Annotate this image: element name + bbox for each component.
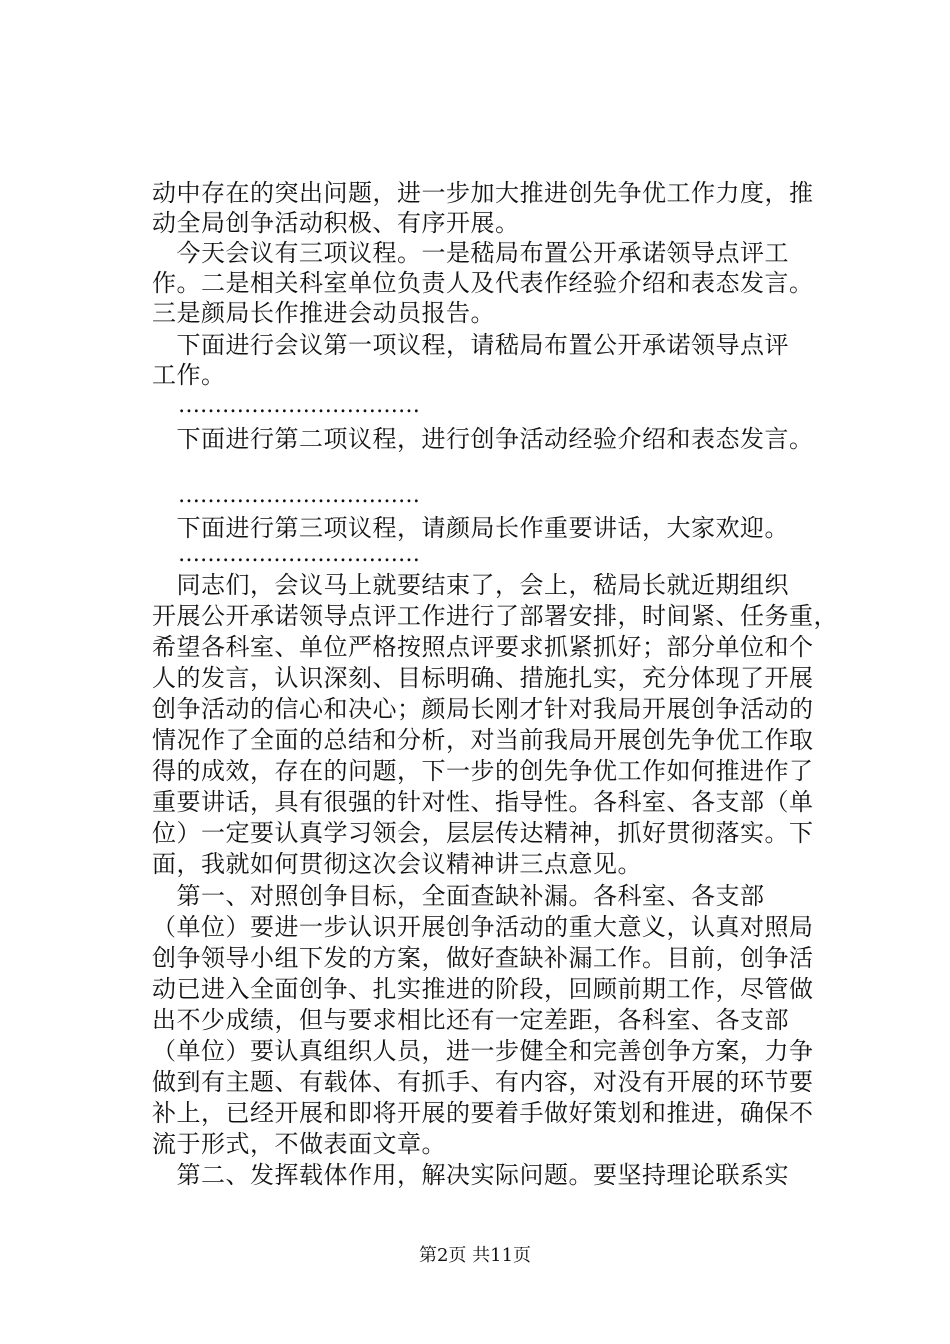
text-line: 第一、对照创争目标，全面查缺补漏。各科室、各支部	[152, 882, 765, 910]
text-line: （单位）要认真组织人员，进一步健全和完善创争方案，力争	[152, 1037, 814, 1065]
page-number: 第2页 共11页	[418, 1245, 532, 1266]
ellipsis-separator: ……………………………	[178, 393, 420, 418]
text-line: 创争领导小组下发的方案，做好查缺补漏工作。目前，创争活	[152, 944, 814, 972]
text-line: （单位）要进一步认识开展创争活动的重大意义，认真对照局	[152, 913, 814, 941]
text-line: 下面进行第二项议程，进行创争活动经验介绍和表态发言。	[152, 425, 814, 453]
text-line: 下面进行第三项议程，请颜局长作重要讲话，大家欢迎。	[152, 514, 789, 542]
text-line: 面，我就如何贯彻这次会议精神讲三点意见。	[152, 850, 642, 878]
text-line: 希望各科室、单位严格按照点评要求抓紧抓好；部分单位和个	[152, 633, 814, 661]
text-line: 位）一定要认真学习领会，层层传达精神，抓好贯彻落实。下	[152, 819, 814, 847]
text-line: 动已进入全面创争、扎实推进的阶段，回顾前期工作，尽管做	[152, 975, 814, 1003]
text-line: 得的成效，存在的问题，下一步的创先争优工作如何推进作了	[152, 757, 814, 785]
text-line: 重要讲话，具有很强的针对性、指导性。各科室、各支部（单	[152, 788, 814, 816]
text-line: 三是颜局长作推进会动员报告。	[152, 299, 495, 327]
text-line: 出不少成绩，但与要求相比还有一定差距，各科室、各支部	[152, 1006, 789, 1034]
text-line: 第二、发挥载体作用，解决实际问题。要坚持理论联系实	[152, 1161, 789, 1189]
text-line: 情况作了全面的总结和分析，对当前我局开展创先争优工作取	[152, 726, 814, 754]
ellipsis-separator: ……………………………	[178, 483, 420, 508]
text-line: 作。二是相关科室单位负责人及代表作经验介绍和表态发言。	[152, 269, 814, 297]
text-line: 同志们，会议马上就要结束了，会上，嵇局长就近期组织	[152, 571, 789, 599]
text-line: 动全局创争活动积极、有序开展。	[152, 209, 520, 237]
text-line: 创争活动的信心和决心；颜局长刚才针对我局开展创争活动的	[152, 695, 814, 723]
text-line: 动中存在的突出问题，进一步加大推进创先争优工作力度，推	[152, 179, 814, 207]
text-line: 工作。	[152, 361, 226, 389]
text-line: 流于形式，不做表面文章。	[152, 1130, 446, 1158]
ellipsis-separator: ……………………………	[178, 542, 420, 567]
text-line: 开展公开承诺领导点评工作进行了部署安排，时间紧、任务重，	[152, 602, 838, 630]
text-line: 补上，已经开展和即将开展的要着手做好策划和推进，确保不	[152, 1099, 814, 1127]
text-line: 做到有主题、有载体、有抓手、有内容，对没有开展的环节要	[152, 1068, 814, 1096]
text-line: 下面进行会议第一项议程，请嵇局布置公开承诺领导点评	[152, 331, 789, 359]
text-line: 今天会议有三项议程。一是嵇局布置公开承诺领导点评工	[152, 239, 789, 267]
text-line: 人的发言，认识深刻、目标明确、措施扎实，充分体现了开展	[152, 664, 814, 692]
